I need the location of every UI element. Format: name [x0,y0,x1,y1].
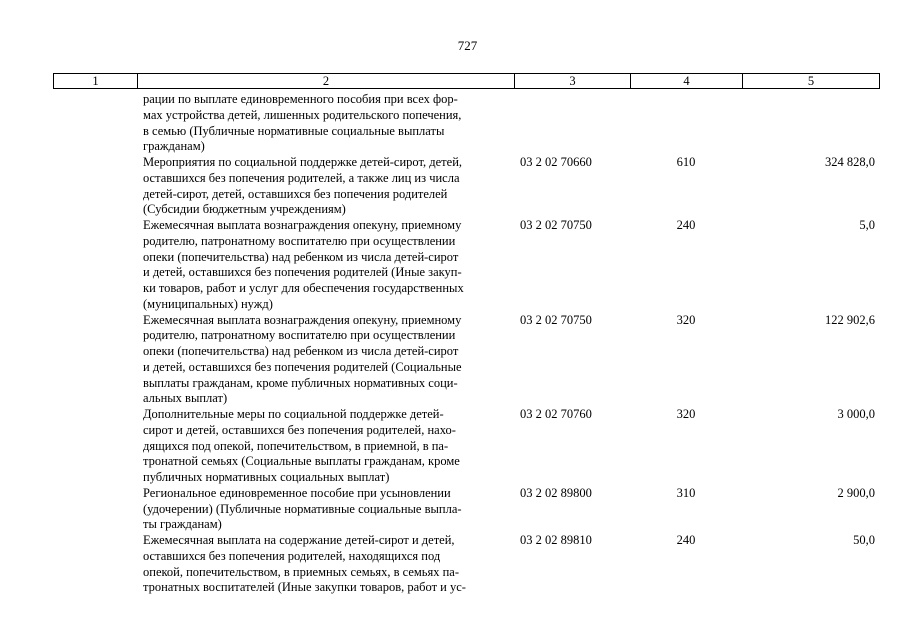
row-name [143,92,509,155]
row-name-line: опеки (попечительства) над ребенком из числа детей-сирот [143,249,459,264]
table-row [0,313,905,408]
table-row [0,407,905,486]
row-code: 03 2 02 70660 [520,155,592,169]
table-row [0,533,905,596]
row-name-line: альных выплат) [143,391,228,406]
table-row [0,218,905,313]
page-number: 727 [457,38,478,53]
row-name-line: и детей, оставшихся без попечения родителей (Иные закуп- [143,265,462,280]
row-name-line: Ежемесячная выплата вознаграждения опекуну, приемному [143,312,462,327]
row-code: 03 2 02 70750 [520,312,592,327]
row-sum: 2 900,0 [837,485,875,500]
row-name-line: тронатной семьях (Социальные выплаты гражданам, кроме [143,454,460,469]
row-sum: 5,0 [859,218,875,232]
row-sum: 324 828,0 [825,155,875,169]
row-name-line: тронатных воспитателей (Иные закупки товаров, работ и ус- [143,580,466,595]
header-col-4: 4 [631,74,743,88]
table-row [0,486,905,533]
row-name-line: Мероприятия по социальной поддержке детей-сирот, детей, [143,155,463,169]
row-name-line: публичных нормативных социальных выплат) [143,470,390,484]
row-name [143,486,509,533]
row-name-line: рации по выплате единовременного пособия при всех фор- [143,92,458,106]
table-body [0,92,905,596]
row-name-line: родителю, патронатному воспитателю при осуществлении [143,328,456,343]
row-code: 03 2 02 70750 [520,218,592,232]
row-name-line: Ежемесячная выплата на содержание детей-сирот и детей, [143,533,455,547]
row-name-line: Ежемесячная выплата вознаграждения опекуну, приемному [143,218,462,232]
row-name-line: оставшихся без попечения родителей, а также лиц из числа [143,170,460,185]
row-sum: 122 902,6 [825,312,875,327]
header-col-3: 3 [515,74,631,88]
row-name-line: (муниципальных) нужд) [143,296,273,311]
row-name-line: мах устройства детей, лишенных родительского попечения, [143,107,462,122]
table-header [53,73,880,89]
row-sum: 3 000,0 [837,407,875,421]
row-name-line: ты гражданам) [143,517,222,532]
row-name-line: Дополнительные меры по социальной поддержке детей- [143,407,444,421]
row-name-line: опекой, попечительством, в приемных семьях, в семьях па- [143,564,460,579]
row-name-line: дящихся под опекой, попечительством, в приемной, в па- [143,438,449,453]
row-name-line: гражданам) [143,139,205,154]
row-name [143,407,509,486]
row-sum: 50,0 [853,533,875,547]
row-name-line: Региональное единовременное пособие при усыновлении [143,485,451,500]
row-name-line: ки товаров, работ и услуг для обеспечения государственных [143,281,464,295]
row-name-line: (удочерении) (Публичные нормативные социальные выпла- [143,501,462,516]
row-name [143,313,509,408]
row-name [143,533,509,596]
row-name [143,218,509,313]
header-col-1: 1 [54,74,138,88]
row-code: 03 2 02 70760 [520,407,592,421]
row-name-line: (Субсидии бюджетным учреждениям) [143,202,346,217]
row-code: 03 2 02 89810 [520,533,592,547]
header-col-2: 2 [138,74,515,88]
row-type: 320 [676,312,696,327]
row-name-line: сирот и детей, оставшихся без попечения родителей, нахо- [143,422,456,437]
row-name-line: оставшихся без попечения родителей, находящихся под [143,548,441,563]
row-name-line: в семью (Публичные нормативные социальные выплаты [143,123,445,138]
header-col-5: 5 [807,74,815,88]
row-type: 240 [676,218,696,232]
row-type: 610 [676,155,696,169]
row-name [143,155,509,218]
row-code: 03 2 02 89800 [520,485,592,500]
table-row [0,92,905,155]
row-name-line: и детей, оставшихся без попечения родителей (Социальные [143,359,462,374]
row-name-line: родителю, патронатному воспитателю при осуществлении [143,233,456,248]
row-type: 240 [676,533,696,547]
row-name-line: опеки (попечительства) над ребенком из числа детей-сирот [143,344,459,358]
row-type: 310 [676,485,696,500]
row-name-line: детей-сирот, детей, оставшихся без попечения родителей [143,186,448,201]
row-type: 320 [676,407,696,421]
table-row [0,155,905,218]
row-name-line: выплаты гражданам, кроме публичных нормативных соци- [143,375,458,390]
